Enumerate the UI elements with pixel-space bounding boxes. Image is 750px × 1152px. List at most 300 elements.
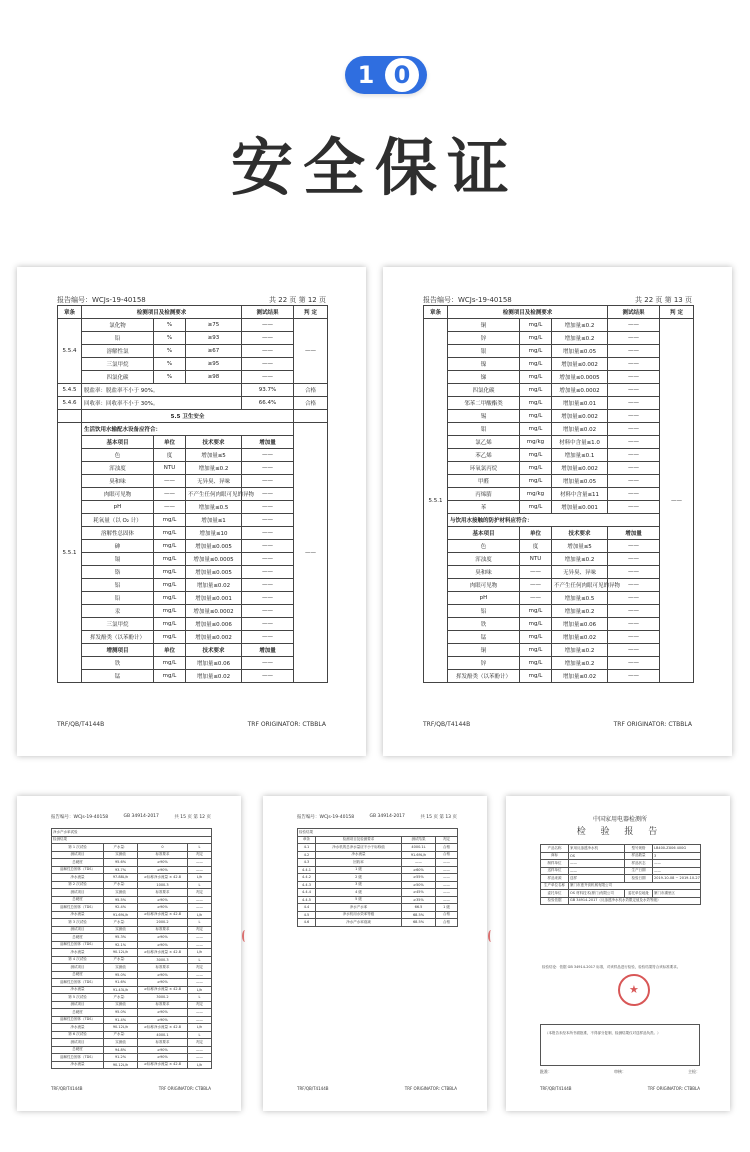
table-cell: GB 34914-2017《反渗透净水机水效限定值及水效等级》 xyxy=(569,897,701,905)
table-cell: 4.4.4 xyxy=(298,889,316,897)
table-header-row xyxy=(424,306,694,319)
table-cell: 标准要求 xyxy=(138,1039,188,1047)
report-page-13 xyxy=(383,267,732,756)
table-cell: 增加量≤0.02 xyxy=(552,423,608,436)
page-title: 安全保证 xyxy=(230,131,519,204)
table-cell: 测试项目 xyxy=(52,1039,104,1047)
table-cell: —— xyxy=(242,345,294,358)
table-cell: 四氯化碳 xyxy=(82,371,154,384)
table-cell: 3 级 xyxy=(316,881,402,889)
table-cell: 净水流量 xyxy=(52,1061,104,1069)
table-cell: —— xyxy=(242,371,294,384)
table-cell: 增加量≤0.0005 xyxy=(552,371,608,384)
table-row xyxy=(424,540,694,553)
table-cell: 判定 xyxy=(436,836,458,844)
table-row xyxy=(424,436,694,449)
table-row xyxy=(52,829,212,837)
report-header xyxy=(51,814,211,820)
table-cell: 97.88L/h xyxy=(104,874,138,882)
table-cell: 91.69L/h xyxy=(104,911,138,919)
report-table xyxy=(423,305,694,683)
table-cell: 肉眼可见物 xyxy=(82,488,154,501)
table-cell: —— xyxy=(569,860,625,868)
table-row xyxy=(424,475,694,488)
table-cell: 锑 xyxy=(448,371,520,384)
table-cell: L xyxy=(188,881,212,889)
table-cell: mg/L xyxy=(154,618,186,631)
disclaimer-text: （本报告未经本所书面批准，不得部分复制，检测结果仅对送样品负责。） xyxy=(545,1031,661,1035)
table-cell: —— xyxy=(608,566,660,579)
table-cell: 4.4.2 xyxy=(298,874,316,882)
table-row xyxy=(52,844,212,852)
table-cell: 93.7% xyxy=(242,384,294,397)
table-cell: —— xyxy=(188,1009,212,1017)
table-cell: 增加量≤0.06 xyxy=(186,657,242,670)
table-cell: 92.4% xyxy=(104,904,138,912)
table-cell: 增加量≤0.002 xyxy=(552,358,608,371)
table-cell: 铝 xyxy=(448,605,520,618)
table-cell: 技术要求 xyxy=(186,436,242,449)
table-cell: 钼 xyxy=(448,423,520,436)
table-cell: 邻苯二甲酸酯类 xyxy=(448,397,520,410)
table-cell: —— xyxy=(520,579,552,592)
table-cell: 增加量≤0.01 xyxy=(552,397,608,410)
table-row xyxy=(52,1061,212,1069)
conclusion-text: 检验结论：依据 GB 34914-2017 标准，对该样品进行检验，检验结果符合该标准要求。 xyxy=(542,965,681,969)
table-cell: 四氯化碳 xyxy=(448,384,520,397)
table-cell: 标准要求 xyxy=(138,964,188,972)
table-row xyxy=(424,384,694,397)
table-cell: L/h xyxy=(188,911,212,919)
table-cell: 净水流量 xyxy=(52,1024,104,1032)
table-cell: 标准要求 xyxy=(138,1001,188,1009)
table-cell: —— xyxy=(608,345,660,358)
table-cell: 93.7% xyxy=(104,866,138,874)
table-cell: 净水流量 xyxy=(52,911,104,919)
table-row xyxy=(58,501,328,514)
table-cell: 第 2 次试验 xyxy=(52,881,104,889)
table-cell: 样品数量 xyxy=(625,852,653,860)
table-cell: —— xyxy=(436,874,458,882)
table-cell: —— xyxy=(608,371,660,384)
water-efficiency-test-page xyxy=(17,796,241,1111)
table-row xyxy=(58,488,328,501)
table-cell: —— xyxy=(154,488,186,501)
table-cell: —— xyxy=(188,896,212,904)
table-cell: 铜 xyxy=(448,319,520,332)
table-cell: 3 xyxy=(653,852,701,860)
table-cell: 增加量≤0.005 xyxy=(186,566,242,579)
table-cell: 68.5% xyxy=(402,919,436,927)
table-row xyxy=(298,829,458,837)
table-cell: % xyxy=(154,319,186,332)
table-cell: 章条 xyxy=(424,306,448,319)
table-row xyxy=(298,889,458,897)
table-cell: % xyxy=(154,358,186,371)
table-cell: 92.1% xyxy=(104,941,138,949)
sign-write: 主检： xyxy=(688,1069,700,1074)
table-row xyxy=(58,670,328,683)
report-number: 报告编号：WCJs-19-40158 xyxy=(57,296,146,304)
table-cell: 环氧氯丙烷 xyxy=(448,462,520,475)
table-cell: —— xyxy=(569,867,625,875)
table-cell: 增加量≤0.02 xyxy=(186,579,242,592)
table-row xyxy=(52,1009,212,1017)
table-cell: 铁 xyxy=(82,657,154,670)
table-cell: 4.3 xyxy=(298,859,316,867)
official-seal-icon: ★ xyxy=(618,974,650,1006)
table-cell: 4 级 xyxy=(316,889,402,897)
table-row xyxy=(424,410,694,423)
table-cell: 臭和味 xyxy=(82,475,154,488)
table-cell: —— xyxy=(242,462,294,475)
table-cell: L xyxy=(188,956,212,964)
table-cell: —— xyxy=(242,631,294,644)
table-cell: 增加量≤0.002 xyxy=(552,462,608,475)
table-cell: 锌 xyxy=(448,657,520,670)
table-row xyxy=(58,319,328,332)
table-cell: 实测值 xyxy=(104,889,138,897)
table-cell: 净水产水率衰减 xyxy=(316,919,402,927)
table-cell: 增加量≤0.1 xyxy=(552,449,608,462)
table-cell: 测试项目 xyxy=(52,851,104,859)
table-cell: 合格 xyxy=(294,397,328,410)
table-cell: —— xyxy=(520,592,552,605)
table-cell: —— xyxy=(188,934,212,942)
table-cell: 净水产水率试验 xyxy=(52,829,212,837)
table-cell xyxy=(294,410,328,423)
table-cell: 判定 xyxy=(188,1001,212,1009)
table-cell: 91.43L/h xyxy=(104,986,138,994)
table-cell: ≥90% xyxy=(138,934,188,942)
table-cell: 测试结果 xyxy=(242,306,294,319)
table-cell: 苯乙烯 xyxy=(448,449,520,462)
lab-name: 中国家用电器检测所 xyxy=(592,816,647,823)
table-cell: 度 xyxy=(154,449,186,462)
table-cell: 增加量≤0.5 xyxy=(186,501,242,514)
table-cell: 净水机的总净水量应不小于标称值 xyxy=(316,844,402,852)
table-cell: —— xyxy=(653,860,701,868)
table-row xyxy=(424,605,694,618)
table-cell: 4.4.3 xyxy=(298,881,316,889)
table-row xyxy=(424,514,694,527)
table-cell: mg/L xyxy=(520,371,552,384)
table-cell: ≥90% xyxy=(138,904,188,912)
table-cell: ≥98 xyxy=(186,371,242,384)
table-row xyxy=(541,875,701,883)
table-row xyxy=(424,579,694,592)
table-cell: mg/L xyxy=(154,540,186,553)
table-cell: —— xyxy=(242,553,294,566)
report-number: 报告编号：WCJs-19-40158 xyxy=(297,815,355,820)
table-cell: 增加量≤1 xyxy=(186,514,242,527)
table-cell: —— xyxy=(608,579,660,592)
table-cell: mg/L xyxy=(154,527,186,540)
table-cell: 合格 xyxy=(436,851,458,859)
table-row xyxy=(58,657,328,670)
table-cell: mg/L xyxy=(520,501,552,514)
table-cell: 氯乙烯 xyxy=(448,436,520,449)
table-cell: mg/L xyxy=(520,319,552,332)
table-cell: ≥90% xyxy=(138,941,188,949)
table-cell: —— xyxy=(242,605,294,618)
table-cell: 产水量： xyxy=(104,994,138,1002)
table-cell: 实测值 xyxy=(104,1001,138,1009)
table-row xyxy=(298,904,458,912)
table-cell: 95.3% xyxy=(104,934,138,942)
table-row xyxy=(58,605,328,618)
table-cell: ≥90% xyxy=(138,1016,188,1024)
table-cell: 溶解性总固体（TDS） xyxy=(52,941,104,949)
table-cell: 增加量≤0.2 xyxy=(552,644,608,657)
footer-right: TRF ORIGINATOR: CTBBLA xyxy=(247,721,326,728)
table-cell: ≥93 xyxy=(186,332,242,345)
table-cell: 判定 xyxy=(188,889,212,897)
table-row xyxy=(58,566,328,579)
table-row xyxy=(424,618,694,631)
table-cell: 合格 xyxy=(436,911,458,919)
table-cell: 检验结果 xyxy=(298,829,458,837)
table-cell: 色 xyxy=(448,540,520,553)
table-cell: pH xyxy=(82,501,154,514)
table-cell: 3000.3 xyxy=(138,956,188,964)
report-header xyxy=(57,295,326,305)
table-cell: 氯化物 xyxy=(82,319,154,332)
table-row xyxy=(52,1001,212,1009)
table-cell: ≥35% xyxy=(402,896,436,904)
table-cell: 第 4 次试验 xyxy=(52,956,104,964)
section-title-row xyxy=(58,410,328,423)
table-cell: —— xyxy=(608,657,660,670)
table-cell: —— xyxy=(436,889,458,897)
table-row xyxy=(58,540,328,553)
report-page-12 xyxy=(17,267,366,756)
table-cell: —— xyxy=(608,475,660,488)
table-cell: 4.6 xyxy=(298,919,316,927)
table-cell: 材料中含量≤1.0 xyxy=(552,436,608,449)
table-row xyxy=(52,911,212,919)
table-cell: 生活饮用水输配水设备应符合： xyxy=(82,423,294,436)
table-cell: —— xyxy=(242,514,294,527)
table-cell: ≥75 xyxy=(186,319,242,332)
table-row xyxy=(52,1016,212,1024)
table-cell: 送样 xyxy=(569,875,625,883)
table-cell: 铅 xyxy=(82,592,154,605)
table-cell: 型号规格 xyxy=(625,845,653,853)
badge-digit-2: 0 xyxy=(385,58,419,92)
table-row xyxy=(424,397,694,410)
table-cell: 溶解性总固体（TDS） xyxy=(52,979,104,987)
table-cell: 总硬度 xyxy=(52,934,104,942)
report-number: 报告编号：WCJs-19-40158 xyxy=(51,815,109,820)
table-cell: 增加量≤0.2 xyxy=(552,332,608,345)
table-cell: % xyxy=(154,345,186,358)
table-cell: 无异臭、异味 xyxy=(552,566,608,579)
table-cell: mg/L xyxy=(520,384,552,397)
table-cell: 增加量≤0.2 xyxy=(552,553,608,566)
table-cell: L/h xyxy=(188,874,212,882)
table-cell: L xyxy=(188,1031,212,1039)
table-row xyxy=(424,670,694,683)
table-cell: 生产单位名称 xyxy=(541,882,569,890)
clause-cell: 5.5.1 xyxy=(58,423,82,683)
report-table xyxy=(297,828,458,927)
table-cell: mg/L xyxy=(154,514,186,527)
subheader-row xyxy=(58,644,328,657)
table-cell: —— xyxy=(242,670,294,683)
table-cell: mg/L xyxy=(520,657,552,670)
table-cell: 回收率 xyxy=(316,859,402,867)
table-row xyxy=(541,845,701,853)
report-table xyxy=(51,828,212,1069)
table-cell: 制样单位 xyxy=(541,860,569,868)
table-cell: ≥标称净水流量 × 42.8 xyxy=(138,949,188,957)
table-cell: 总硬度 xyxy=(52,859,104,867)
table-cell: 净水产水率 xyxy=(316,904,402,912)
table-cell: —— xyxy=(608,670,660,683)
table-cell: 增加量≤0.006 xyxy=(186,618,242,631)
table-row xyxy=(58,579,328,592)
report-footer xyxy=(57,721,326,728)
table-cell: 判定 xyxy=(188,851,212,859)
table-cell: ≥90% xyxy=(138,866,188,874)
table-row xyxy=(58,475,328,488)
table-cell: mg/L xyxy=(154,579,186,592)
table-cell: 测试项目 xyxy=(52,889,104,897)
table-row xyxy=(58,514,328,527)
table-cell: ≥90% xyxy=(138,1009,188,1017)
table-cell: 基本项目 xyxy=(448,527,520,540)
table-cell: —— xyxy=(242,579,294,592)
table-row xyxy=(52,1039,212,1047)
table-cell: 增加量≤0.0002 xyxy=(552,384,608,397)
stamp-edge-mark xyxy=(488,930,494,942)
table-cell: —— xyxy=(608,397,660,410)
table-cell: 增加量≤0.02 xyxy=(552,631,608,644)
table-row xyxy=(58,592,328,605)
table-cell: 镉 xyxy=(82,553,154,566)
table-row xyxy=(52,941,212,949)
table-cell: 挥发酚类（以苯酚计） xyxy=(448,670,520,683)
table-row xyxy=(52,964,212,972)
signature-row xyxy=(540,1069,700,1075)
table-cell: —— xyxy=(188,904,212,912)
table-row xyxy=(298,836,458,844)
table-cell: 94.8% xyxy=(104,1046,138,1054)
table-cell: —— xyxy=(242,319,294,332)
report-footer xyxy=(423,721,692,728)
table-row xyxy=(541,852,701,860)
table-cell: L xyxy=(188,919,212,927)
table-cell: L/h xyxy=(188,949,212,957)
footer-left: TRF/QB/T4144B xyxy=(540,1086,572,1091)
table-row xyxy=(58,618,328,631)
table-cell: 2019-10-08 ~ 2019-10-27 xyxy=(654,876,700,881)
table-cell: mg/L xyxy=(154,631,186,644)
table-cell: —— xyxy=(242,566,294,579)
disclaimer-box xyxy=(540,1024,700,1066)
table-cell: —— xyxy=(608,384,660,397)
table-cell: 判 定 xyxy=(660,306,694,319)
table-cell: —— xyxy=(608,631,660,644)
table-cell: ≥95 xyxy=(186,358,242,371)
table-cell: —— xyxy=(242,592,294,605)
table-cell: 3000.2 xyxy=(138,994,188,1002)
table-cell: 4.2 xyxy=(298,851,316,859)
table-cell: 不产生任何肉眼可见的异物 xyxy=(552,579,608,592)
table-cell: 脱盐率：脱盐率不小于 90%。 xyxy=(82,384,242,397)
table-cell: 检验日期 xyxy=(625,875,653,883)
table-row xyxy=(424,462,694,475)
table-cell: —— xyxy=(608,332,660,345)
table-row xyxy=(52,866,212,874)
table-row xyxy=(58,423,328,436)
table-cell: 厦门市惠齐食机械有限公司 xyxy=(569,882,701,890)
table-cell: 增测项目 xyxy=(82,644,154,657)
table-row xyxy=(424,332,694,345)
table-cell: 材料中含量≤11 xyxy=(552,488,608,501)
table-row xyxy=(298,919,458,927)
table-cell: —— xyxy=(608,423,660,436)
table-cell: mg/L xyxy=(520,618,552,631)
table-row xyxy=(424,371,694,384)
table-row xyxy=(424,592,694,605)
table-row xyxy=(58,527,328,540)
table-cell: —— xyxy=(294,319,328,384)
table-cell: 增加量≤10 xyxy=(186,527,242,540)
table-row xyxy=(52,836,212,844)
table-cell: 净水流量 xyxy=(52,949,104,957)
table-cell: mg/L xyxy=(520,631,552,644)
table-cell: 样品状态 xyxy=(625,860,653,868)
table-cell: L/h xyxy=(188,1024,212,1032)
table-cell: mg/L xyxy=(154,670,186,683)
table-cell: 测试结果 xyxy=(608,306,660,319)
table-cell: 2000.2 xyxy=(138,919,188,927)
table-row xyxy=(52,1031,212,1039)
table-row xyxy=(52,859,212,867)
report-footer xyxy=(540,1086,700,1091)
table-cell: L xyxy=(188,844,212,852)
table-cell: 增加量≤0.02 xyxy=(552,670,608,683)
table-cell: 增加量≤0.2 xyxy=(186,462,242,475)
subheader-row xyxy=(424,527,694,540)
table-cell: 判定 xyxy=(188,926,212,934)
footer-right: TRF ORIGINATOR: CTBBLA xyxy=(404,1086,457,1091)
table-cell: ≥标称净水流量 × 42.8 xyxy=(138,1061,188,1069)
table-cell: ≥90% xyxy=(138,971,188,979)
table-cell: —— xyxy=(188,859,212,867)
table-cell: 判定 xyxy=(188,964,212,972)
table-row xyxy=(58,332,328,345)
table-cell: mg/L xyxy=(520,423,552,436)
table-cell: 测试项目 xyxy=(52,1001,104,1009)
table-cell: 总硬度 xyxy=(52,896,104,904)
table-row xyxy=(52,904,212,912)
table-cell: 5.5 卫生安全 xyxy=(82,410,294,423)
table-cell: ≥标称净水流量 × 42.8 xyxy=(138,986,188,994)
table-cell: 测试项目 xyxy=(52,964,104,972)
table-cell: 锡 xyxy=(448,410,520,423)
table-cell: mg/L xyxy=(520,605,552,618)
table-cell: mg/L xyxy=(520,462,552,475)
table-cell: 单位 xyxy=(520,527,552,540)
table-row xyxy=(52,956,212,964)
table-cell: 测试结果 xyxy=(402,836,436,844)
table-row xyxy=(541,890,701,898)
table-cell: 检测结果 xyxy=(52,836,212,844)
table-cell: 无异臭、异味 xyxy=(186,475,242,488)
